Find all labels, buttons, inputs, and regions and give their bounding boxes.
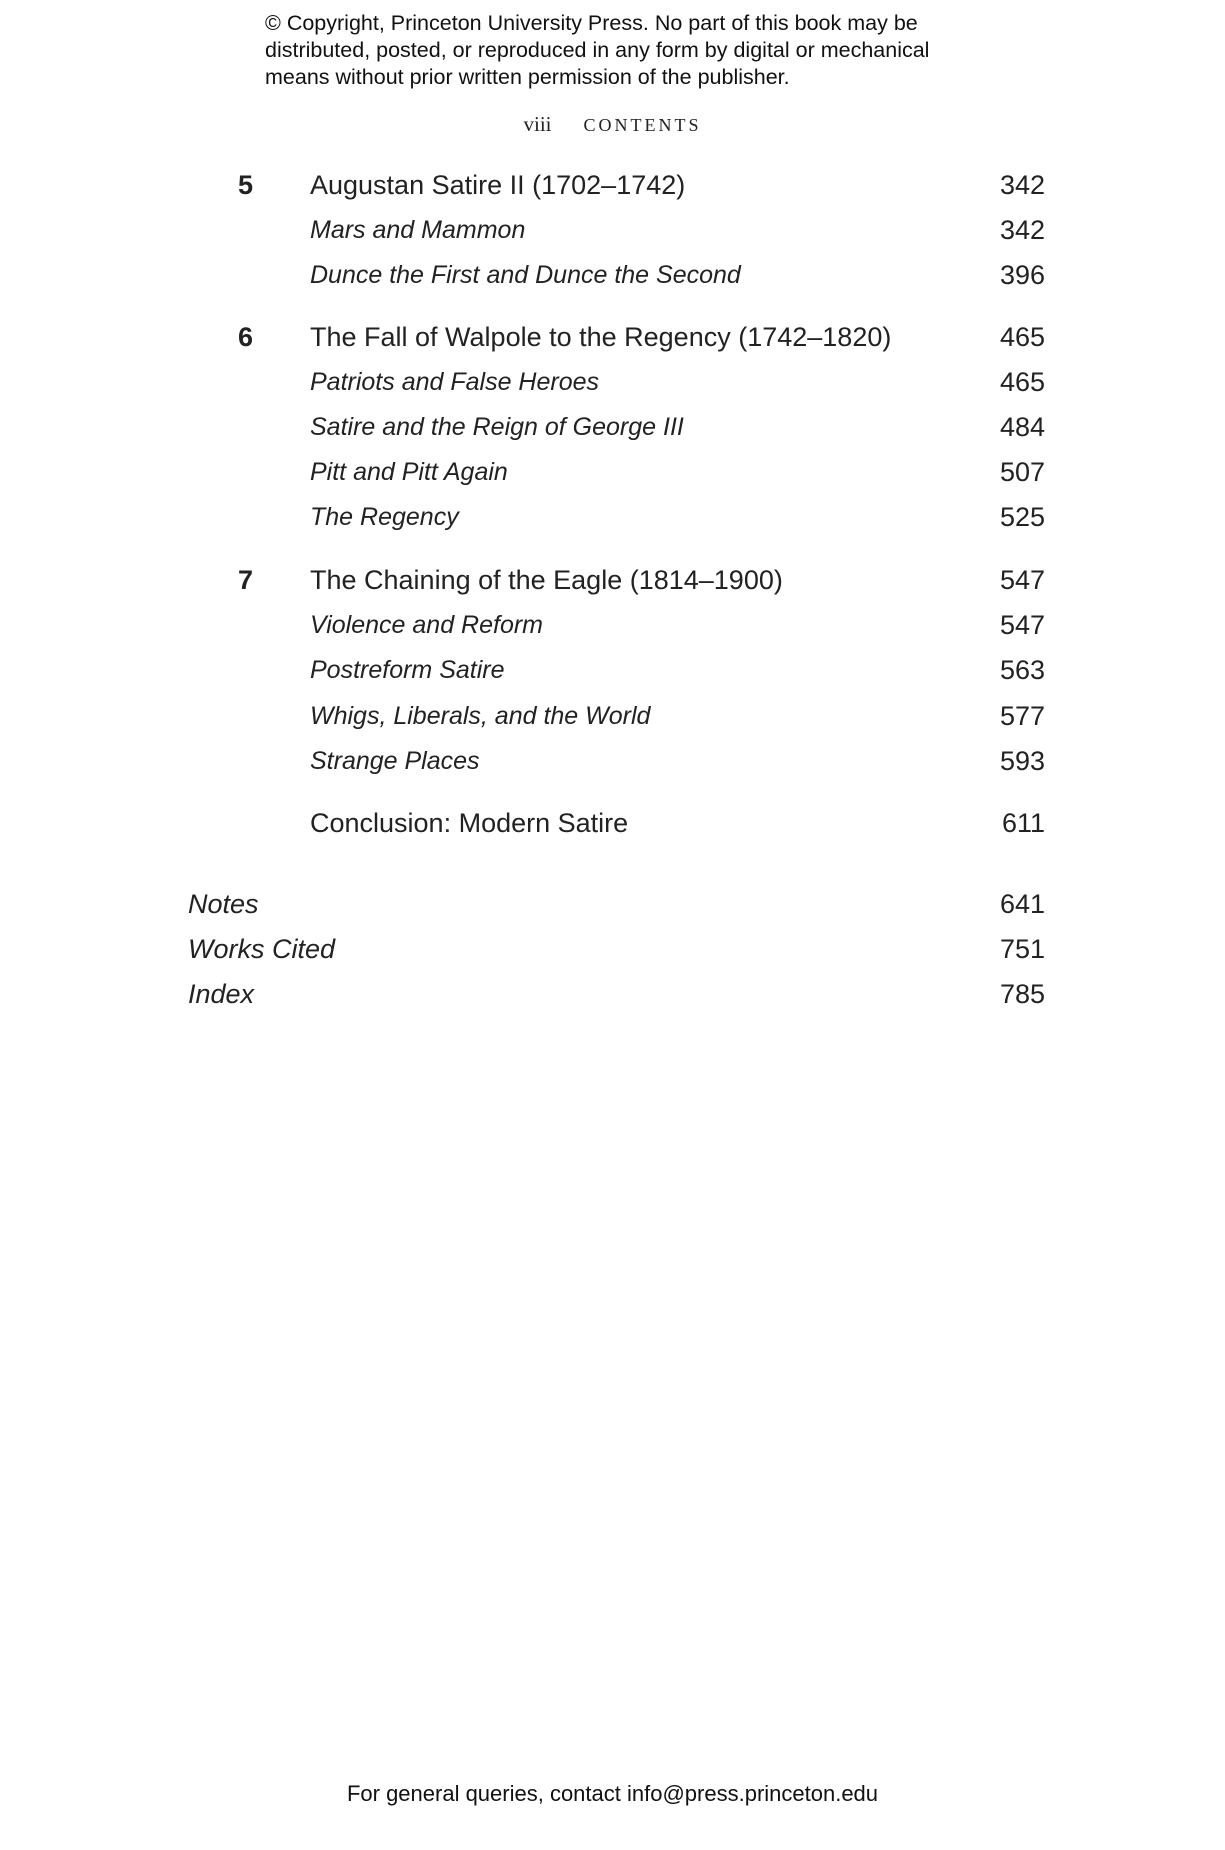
copyright-line-1: © Copyright, Princeton University Press. No part of this book may be — [265, 11, 918, 35]
section-title: Mars and Mammon — [310, 216, 526, 244]
contact-footer: For general queries, contact info@press.princeton.edu — [346, 1781, 879, 1806]
page-number: 396 — [999, 260, 1045, 290]
page-number: 547 — [999, 565, 1045, 595]
chapter-title: The Fall of Walpole to the Regency (1742–1820) — [310, 322, 892, 352]
toc-conclusion-row[interactable] — [0, 806, 1225, 840]
back-matter-title: Notes — [188, 889, 259, 919]
toc-section-row[interactable] — [0, 410, 1225, 444]
running-head-title: CONTENTS — [583, 115, 702, 135]
page-number: 547 — [999, 610, 1045, 640]
section-title: Satire and the Reign of George III — [310, 413, 684, 441]
page-number: 484 — [999, 412, 1045, 442]
page-number: 465 — [999, 367, 1045, 397]
page-number: 507 — [999, 457, 1045, 487]
section-title: Postreform Satire — [310, 656, 505, 684]
toc-chapter-row[interactable] — [0, 320, 1225, 354]
chapter-title: The Chaining of the Eagle (1814–1900) — [310, 565, 783, 595]
page-number: 465 — [999, 322, 1045, 352]
toc-section-row[interactable] — [0, 258, 1225, 292]
page-number: 641 — [999, 889, 1045, 919]
toc-chapter-row[interactable] — [0, 168, 1225, 202]
toc-section-row[interactable] — [0, 365, 1225, 399]
section-title: Whigs, Liberals, and the World — [310, 702, 651, 730]
toc-section-row[interactable] — [0, 213, 1225, 247]
page-number: 563 — [999, 655, 1045, 685]
section-title: The Regency — [310, 503, 459, 531]
toc-section-row[interactable] — [0, 699, 1225, 733]
copyright-line-3: means without prior written permission of the publisher. — [265, 65, 790, 89]
chapter-number: 7 — [238, 565, 254, 595]
page-number: 593 — [999, 746, 1045, 776]
toc-section-row[interactable] — [0, 455, 1225, 489]
page-folio: viii — [523, 112, 552, 136]
page-number: 785 — [999, 979, 1045, 1009]
section-title: Strange Places — [310, 747, 480, 775]
section-title: Patriots and False Heroes — [310, 368, 600, 396]
toc-back-matter-row[interactable] — [0, 932, 1225, 966]
page-number: 611 — [1001, 808, 1045, 838]
section-title: Violence and Reform — [310, 611, 544, 639]
copyright-line-2: distributed, posted, or reproduced in any form by digital or mechanical — [265, 38, 930, 62]
toc-section-row[interactable] — [0, 500, 1225, 534]
page-number: 577 — [999, 701, 1045, 731]
chapter-number: 6 — [238, 322, 254, 352]
section-title: Dunce the First and Dunce the Second — [310, 261, 741, 289]
back-matter-title: Works Cited — [188, 934, 336, 964]
page-number: 525 — [999, 502, 1045, 532]
page-number: 342 — [999, 170, 1045, 200]
toc-back-matter-row[interactable] — [0, 977, 1225, 1011]
copyright-notice — [265, 10, 985, 91]
toc-section-row[interactable] — [0, 744, 1225, 778]
back-matter-title: Index — [188, 979, 255, 1009]
chapter-title: Augustan Satire II (1702–1742) — [310, 170, 686, 200]
chapter-number: 5 — [238, 170, 254, 200]
toc-section-row[interactable] — [0, 608, 1225, 642]
running-head — [0, 112, 1225, 137]
conclusion-title: Conclusion: Modern Satire — [310, 808, 629, 838]
toc-chapter-row[interactable] — [0, 563, 1225, 597]
section-title: Pitt and Pitt Again — [310, 458, 508, 486]
page-number: 342 — [999, 215, 1045, 245]
page-number: 751 — [999, 934, 1045, 964]
toc-back-matter-row[interactable] — [0, 887, 1225, 921]
toc-section-row[interactable] — [0, 653, 1225, 687]
